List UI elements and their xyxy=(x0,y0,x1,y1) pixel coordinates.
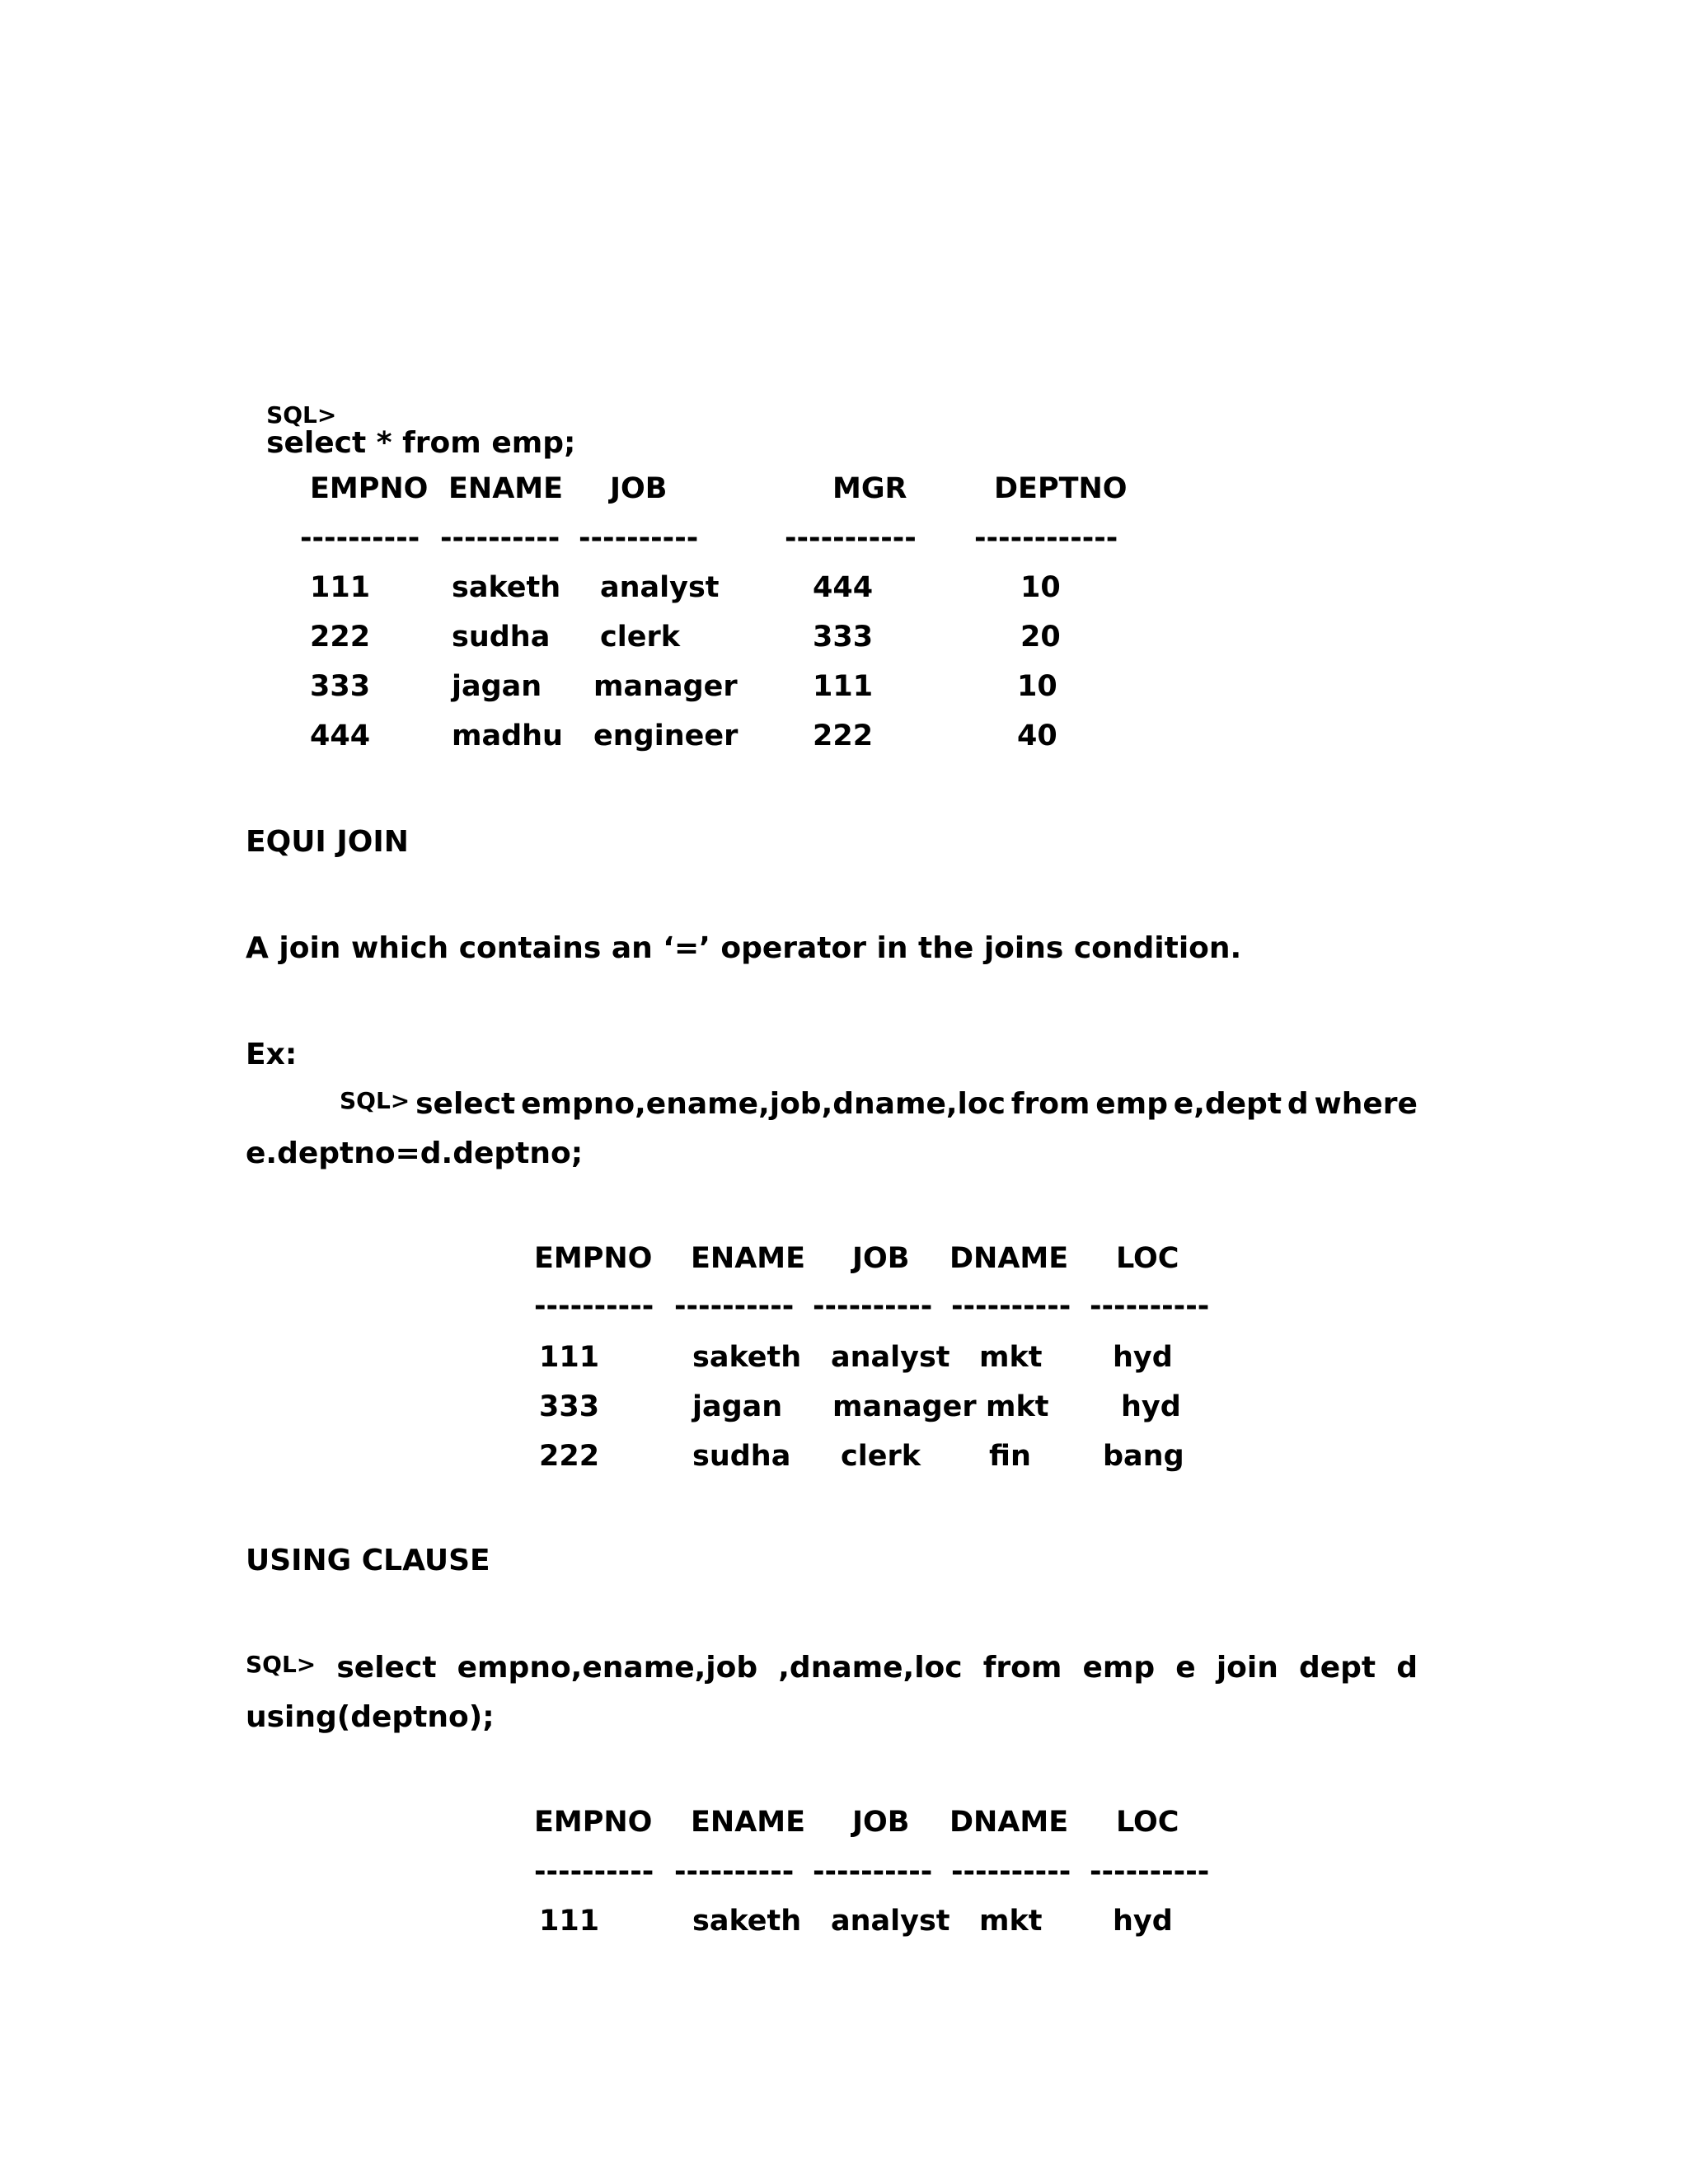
sql-command-continuation: e.deptno=d.deptno; xyxy=(246,1137,584,1170)
column-header: DNAME xyxy=(950,1242,1069,1275)
sql-word: select xyxy=(415,1087,516,1121)
sql-prompt: SQL> xyxy=(246,1651,316,1678)
column-header: JOB xyxy=(852,1806,910,1839)
table-cell: clerk xyxy=(600,621,681,654)
table-cell: 10 xyxy=(1017,670,1057,703)
table-cell: 333 xyxy=(310,670,371,703)
table-cell: saketh xyxy=(452,571,561,604)
sql-word: from xyxy=(982,1651,1062,1685)
table-cell: jagan xyxy=(692,1390,783,1423)
column-separator: ---------- xyxy=(674,1290,795,1323)
table-cell: 222 xyxy=(539,1440,600,1473)
column-separator: ---------- xyxy=(534,1855,654,1888)
table-cell: 20 xyxy=(1020,621,1061,654)
column-separator: ---------- xyxy=(951,1855,1071,1888)
sql-word: emp xyxy=(1095,1087,1168,1121)
table-cell: clerk xyxy=(841,1440,921,1473)
table-cell: 10 xyxy=(1020,571,1061,604)
sql-prompt: SQL> xyxy=(340,1087,410,1114)
table-cell: 111 xyxy=(539,1905,600,1938)
column-header: ENAME xyxy=(691,1242,806,1275)
sql-command-line xyxy=(246,369,575,458)
sql-command: select * from emp; xyxy=(266,426,576,460)
table-cell: 111 xyxy=(539,1341,600,1374)
sql-word: d xyxy=(1287,1087,1309,1121)
table-cell: 222 xyxy=(813,719,874,752)
column-separator: ----------- xyxy=(785,522,917,555)
table-cell: 40 xyxy=(1017,719,1057,752)
sql-command-line xyxy=(246,1653,1418,1683)
table-cell: jagan xyxy=(452,670,542,703)
sql-word: dept xyxy=(1298,1651,1376,1685)
table-cell: analyst xyxy=(831,1905,950,1938)
column-separator: ---------- xyxy=(813,1290,933,1323)
column-separator: ---------- xyxy=(951,1290,1071,1323)
column-separator: ---------- xyxy=(300,522,420,555)
sql-word: emp xyxy=(1082,1651,1156,1685)
table-cell: saketh xyxy=(692,1905,802,1938)
sql-command-line xyxy=(340,1087,1418,1121)
table-cell: manager xyxy=(832,1390,977,1423)
sql-word: where xyxy=(1314,1087,1418,1121)
column-header: DNAME xyxy=(950,1806,1069,1839)
sql-command-continuation: using(deptno); xyxy=(246,1700,495,1734)
table-cell: 111 xyxy=(813,670,874,703)
sql-prompt: SQL> xyxy=(266,401,337,429)
table-cell: mkt xyxy=(979,1341,1043,1374)
table-cell: analyst xyxy=(831,1341,950,1374)
table-cell: 444 xyxy=(310,719,371,752)
table-cell: mkt xyxy=(979,1905,1043,1938)
table-cell: fin xyxy=(989,1440,1031,1473)
column-separator: ---------- xyxy=(1090,1855,1210,1888)
table-cell: engineer xyxy=(593,719,738,752)
sql-word: select xyxy=(336,1651,437,1685)
column-header: ENAME xyxy=(448,472,564,505)
table-cell: hyd xyxy=(1121,1390,1181,1423)
sql-word: join xyxy=(1216,1651,1278,1685)
table-cell: hyd xyxy=(1113,1341,1173,1374)
column-header: DEPTNO xyxy=(994,472,1128,505)
column-separator: ---------- xyxy=(579,522,699,555)
table-cell: mkt xyxy=(986,1390,1049,1423)
sql-word: ,dname,loc xyxy=(778,1651,963,1685)
sql-word: from xyxy=(1010,1087,1090,1121)
table-cell: 333 xyxy=(539,1390,600,1423)
sql-word: e xyxy=(1175,1651,1196,1685)
sql-word: e,dept xyxy=(1173,1087,1282,1121)
column-header: LOC xyxy=(1116,1242,1179,1275)
column-separator: ---------- xyxy=(674,1855,795,1888)
table-cell: 333 xyxy=(813,621,874,654)
column-header: MGR xyxy=(832,472,907,505)
table-cell: sudha xyxy=(692,1440,791,1473)
column-header: EMPNO xyxy=(534,1806,653,1839)
column-header: LOC xyxy=(1116,1806,1179,1839)
column-separator: ---------- xyxy=(1090,1290,1210,1323)
column-separator: ------------ xyxy=(974,522,1118,555)
table-cell: sudha xyxy=(452,621,551,654)
column-header: EMPNO xyxy=(310,472,429,505)
table-cell: hyd xyxy=(1113,1905,1173,1938)
column-header: JOB xyxy=(852,1242,910,1275)
table-cell: 444 xyxy=(813,571,874,604)
sql-word: d xyxy=(1396,1651,1418,1685)
table-cell: saketh xyxy=(692,1341,802,1374)
example-label: Ex: xyxy=(246,1038,298,1071)
section-heading-using-clause: USING CLAUSE xyxy=(246,1544,490,1577)
column-header: JOB xyxy=(610,472,668,505)
column-separator: ---------- xyxy=(440,522,560,555)
column-header: EMPNO xyxy=(534,1242,653,1275)
table-cell: analyst xyxy=(600,571,720,604)
section-heading-equi-join: EQUI JOIN xyxy=(246,825,409,859)
sql-word: empno,ename,job xyxy=(457,1651,758,1685)
table-cell: manager xyxy=(593,670,738,703)
column-separator: ---------- xyxy=(534,1290,654,1323)
column-header: ENAME xyxy=(691,1806,806,1839)
table-cell: bang xyxy=(1103,1440,1184,1473)
table-cell: 111 xyxy=(310,571,371,604)
column-separator: ---------- xyxy=(813,1855,933,1888)
sql-word: empno,ename,job,dname,loc xyxy=(521,1087,1006,1121)
table-cell: 222 xyxy=(310,621,371,654)
equi-join-description: A join which contains an ‘=’ operator in the joins condition. xyxy=(246,931,1242,965)
table-cell: madhu xyxy=(452,719,563,752)
